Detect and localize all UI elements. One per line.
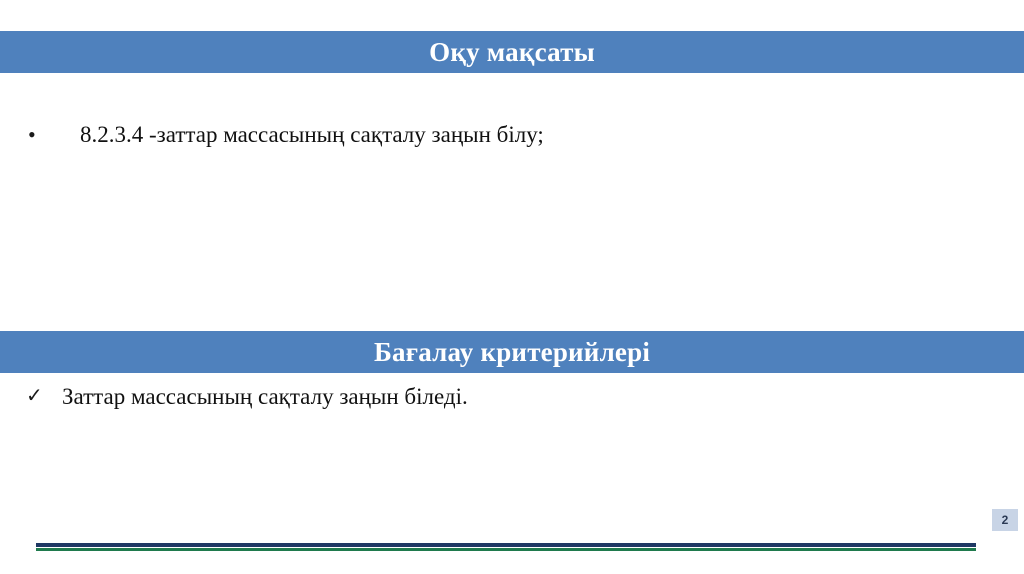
learning-objective-banner xyxy=(0,31,1024,73)
assessment-criteria-banner xyxy=(0,331,1024,373)
footer-rule-dark xyxy=(36,543,976,547)
learning-objective-text: 8.2.3.4 -заттар массасының сақталу заңын білу; xyxy=(80,122,544,147)
assessment-criteria-item xyxy=(26,383,986,412)
learning-objective-item xyxy=(28,121,988,150)
bullet-dot-icon: • xyxy=(28,122,36,147)
checkmark-icon: ✓ xyxy=(26,385,43,407)
assessment-criteria-title: Бағалау критерийлері xyxy=(373,336,651,367)
slide-number-badge: 2 xyxy=(992,509,1018,531)
learning-objective-title: Оқу мақсаты xyxy=(429,36,595,67)
assessment-criteria-text: Заттар массасының сақталу заңын біледі. xyxy=(62,384,468,409)
footer-rule-green xyxy=(36,548,976,551)
